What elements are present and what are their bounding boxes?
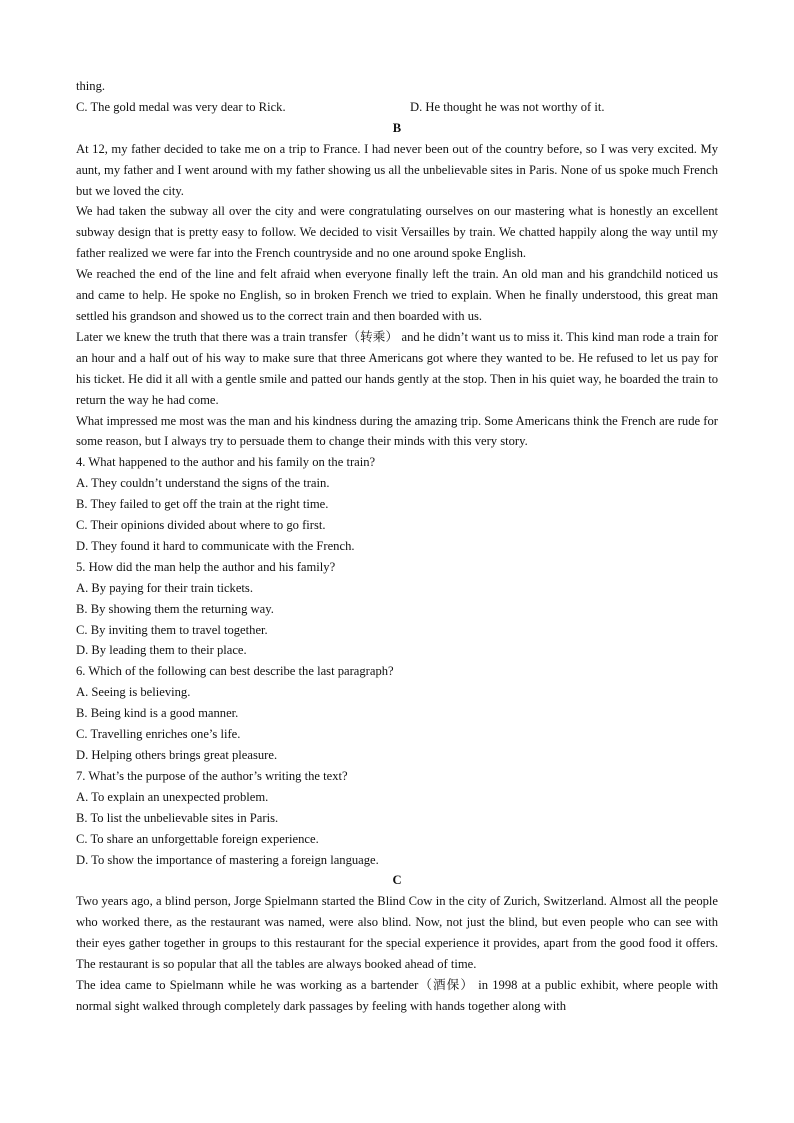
question-5-option-c: C. By inviting them to travel together.: [76, 622, 268, 637]
question-7-stem: 7. What’s the purpose of the author’s writing the text?: [76, 768, 348, 783]
question-7: [76, 766, 718, 871]
question-5: [76, 557, 718, 662]
previous-option-c: C. The gold medal was very dear to Rick.: [76, 99, 286, 114]
question-6-stem: 6. Which of the following can best describe the last paragraph?: [76, 664, 394, 679]
question-6-option-c: C. Travelling enriches one’s life.: [76, 727, 241, 742]
question-7-option-c: C. To share an unforgettable foreign experience.: [76, 831, 319, 846]
question-5-stem: 5. How did the man help the author and his family?: [76, 559, 336, 574]
question-4-option-a: A. They couldn’t understand the signs of the train.: [76, 476, 330, 491]
question-4-option-c: C. Their opinions divided about where to go first.: [76, 518, 326, 533]
previous-option-d: D. He thought he was not worthy of it.: [410, 99, 605, 114]
question-4-option-d: D. They found it hard to communicate with the French.: [76, 538, 355, 553]
question-6-option-a: A. Seeing is believing.: [76, 685, 191, 700]
previous-passage-tail: thing.: [76, 79, 106, 93]
section-b-paragraph-3: We reached the end of the line and felt afraid when everyone finally left the train. An old man and his grandchild noticed us and came to help. He spoke no English, so in broken French we tried to explain. When he finally understood, this great man settled his grandson and showed us to the correct train and then boarded with us.: [76, 267, 718, 323]
question-4-stem: 4. What happened to the author and his family on the train?: [76, 455, 376, 470]
question-5-option-b: B. By showing them the returning way.: [76, 601, 274, 616]
question-4: [76, 452, 718, 557]
section-b-paragraph-5: What impressed me most was the man and his kindness during the amazing trip. Some Americans think the French are rude for some reason, but I always try to persuade them to change their minds with this very story.: [76, 413, 718, 449]
question-5-option-d: D. By leading them to their place.: [76, 643, 247, 658]
section-c-heading: C: [392, 873, 402, 888]
section-b: [76, 118, 718, 871]
section-c: [76, 870, 718, 1016]
previous-options-row: [76, 97, 718, 118]
section-c-paragraph-2: The idea came to Spielmann while he was working as a bartender（酒保） in 1998 at a public exhibit, where people with normal sight walked through completely dark passages by feeling with hands together along with: [76, 977, 718, 1013]
section-c-paragraph-1: Two years ago, a blind person, Jorge Spielmann started the Blind Cow in the city of Zurich, Switzerland. Almost all the people who worked there, as the restaurant was named, were also blind. Now, not just the blind, but even people who can see with their eyes gather together in groups to this restaurant for the special experience it provides, apart from the good food it offers. The restaurant is so popular that all the tables are always booked ahead of time.: [76, 894, 718, 972]
question-5-option-a: A. By paying for their train tickets.: [76, 580, 253, 595]
section-b-paragraph-4: Later we knew the truth that there was a train transfer（转乘） and he didn’t want us to miss it. This kind man rode a train for an hour and a half out of his way to make sure that three Americans got where they wanted to be. He refused to let us pay for his ticket. He did it all with a gentle smile and patted our hands gently at the stop. Then in his quiet way, he boarded the train to return the way he had come.: [76, 329, 718, 407]
question-6-option-d: D. Helping others brings great pleasure.: [76, 748, 278, 762]
section-b-paragraph-1: At 12, my father decided to take me on a trip to France. I had never been out of the country before, so I was very excited. My aunt, my father and I went around with my father showing us all the unbelievable sites in Paris. None of us spoke much French but we loved the city.: [76, 141, 718, 198]
question-7-option-a: A. To explain an unexpected problem.: [76, 789, 269, 804]
section-b-heading: B: [392, 120, 402, 135]
question-6-option-b: B. Being kind is a good manner.: [76, 706, 239, 721]
question-7-option-d: D. To show the importance of mastering a foreign language.: [76, 852, 379, 867]
section-b-paragraph-2: We had taken the subway all over the city and were congratulating ourselves on our mastering what is honestly an excellent subway design that is pretty easy to follow. We decided to visit Versailles by train. We chatted happily along the way until my father realized we were far into the French countryside and no one around spoke English.: [76, 204, 718, 261]
question-4-option-b: B. They failed to get off the train at the right time.: [76, 497, 329, 512]
question-7-option-b: B. To list the unbelievable sites in Paris.: [76, 810, 279, 825]
question-6: [76, 661, 718, 766]
